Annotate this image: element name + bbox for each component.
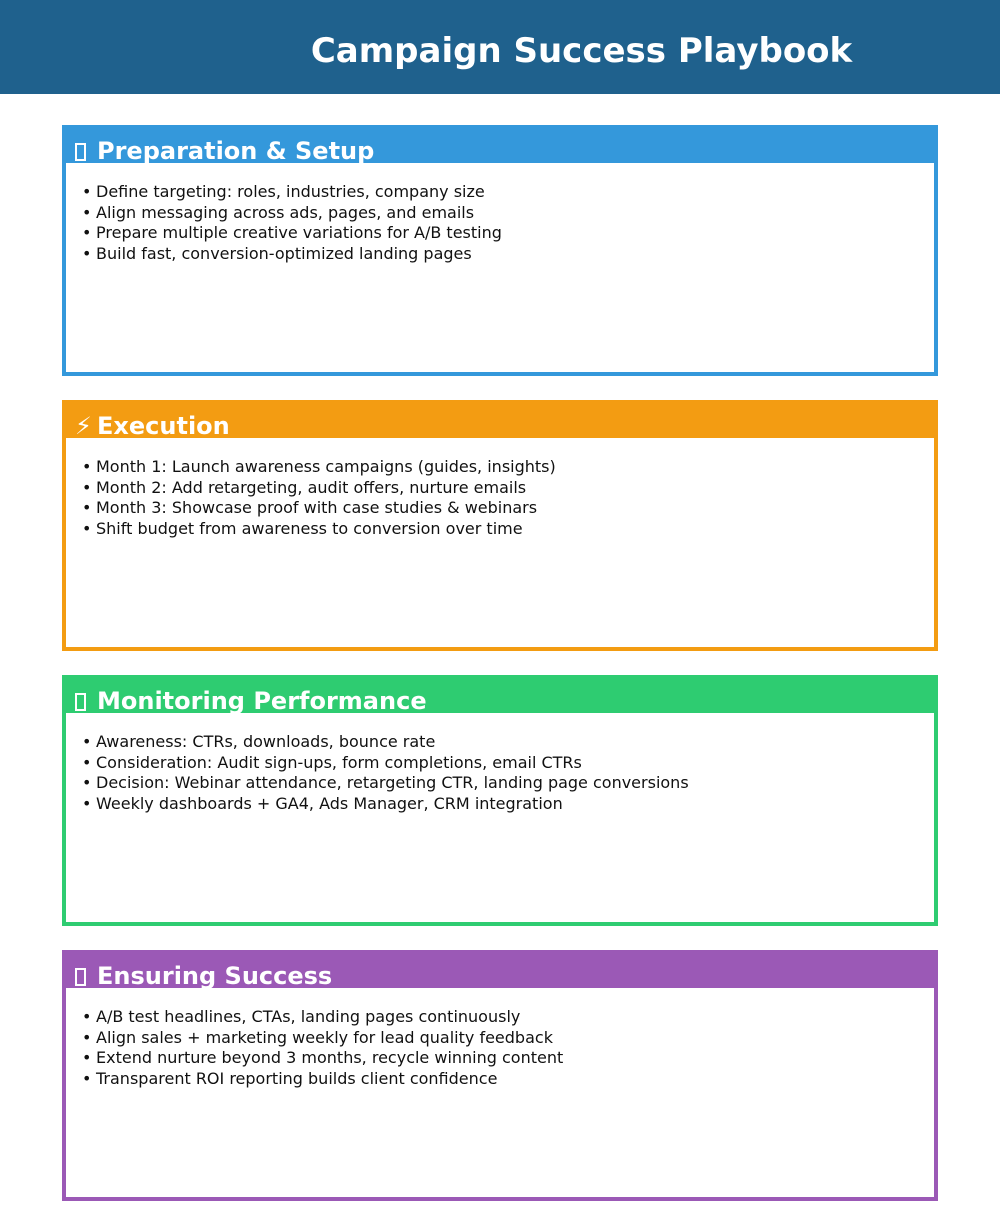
section-header-band: [66, 954, 934, 988]
bullet-point: •: [82, 794, 92, 814]
list-item: • Shift budget from awareness to conversion over time: [82, 519, 523, 539]
list-item: • Month 3: Showcase proof with case studies & webinars: [82, 498, 538, 518]
section-title: Ensuring Success: [97, 962, 333, 990]
bullet-point: •: [82, 202, 92, 222]
bullet-list: [82, 182, 502, 265]
bullet-point: •: [82, 752, 92, 772]
bullet-point: •: [82, 457, 92, 476]
bullet-point: •: [82, 519, 92, 539]
bullet-point: •: [82, 773, 92, 793]
section-header-band: [66, 679, 934, 713]
list-item: • Consideration: Audit sign-ups, form completions, email CTRs: [82, 752, 582, 772]
list-item: • Build fast, conversion-optimized landing pages: [82, 244, 472, 264]
list-item: • Transparent ROI reporting builds client confidence: [82, 1069, 498, 1089]
section-monitoring: [62, 675, 938, 926]
bullet-point: •: [82, 244, 92, 264]
section-title: Preparation & Setup: [97, 137, 375, 165]
section-title: Execution: [97, 412, 230, 440]
list-item: • Extend nurture beyond 3 months, recycle winning content: [82, 1048, 564, 1068]
lightning-icon: ⚡: [75, 412, 92, 440]
list-item: • Weekly dashboards + GA4, Ads Manager, CRM integration: [82, 794, 563, 814]
section-heading: [75, 682, 427, 720]
bullet-list: [82, 732, 689, 815]
section-preparation: [62, 125, 938, 376]
box-glyph-icon: [75, 132, 95, 170]
bullet-point: •: [82, 182, 92, 201]
bullet-point: •: [82, 1048, 92, 1068]
list-item: • Align messaging across ads, pages, and emails: [82, 202, 475, 222]
box-glyph-icon: [75, 957, 95, 995]
bullet-point: •: [82, 498, 92, 518]
list-item: • Prepare multiple creative variations for A/B testing: [82, 223, 502, 243]
bullet-point: •: [82, 1007, 92, 1026]
list-item: • Month 1: Launch awareness campaigns (guides, insights): [82, 457, 556, 476]
list-item: • Decision: Webinar attendance, retargeting CTR, landing page conversions: [82, 773, 689, 793]
list-item: • Align sales + marketing weekly for lead quality feedback: [82, 1027, 553, 1047]
list-item: • Month 2: Add retargeting, audit offers, nurture emails: [82, 477, 527, 497]
list-item: • Awareness: CTRs, downloads, bounce rate: [82, 732, 436, 751]
list-item: • Define targeting: roles, industries, company size: [82, 182, 485, 201]
section-heading: [75, 132, 374, 170]
section-heading: [75, 957, 332, 995]
section-title: Monitoring Performance: [97, 687, 427, 715]
bullet-point: •: [82, 477, 92, 497]
bullet-point: •: [82, 732, 92, 751]
bullet-point: •: [82, 1069, 92, 1089]
header-bar: [0, 0, 1000, 94]
section-heading: [75, 407, 230, 445]
list-item: • A/B test headlines, CTAs, landing pages continuously: [82, 1007, 521, 1026]
bullet-list: [82, 457, 556, 540]
bullet-point: •: [82, 223, 92, 243]
bullet-point: •: [82, 1027, 92, 1047]
box-glyph-icon: [75, 682, 95, 720]
bullet-list: [82, 1007, 563, 1090]
section-ensuring-success: [62, 950, 938, 1201]
page-title: Campaign Success Playbook: [310, 31, 853, 71]
section-execution: [62, 400, 938, 651]
section-header-band: [66, 129, 934, 163]
section-header-band: [66, 404, 934, 438]
